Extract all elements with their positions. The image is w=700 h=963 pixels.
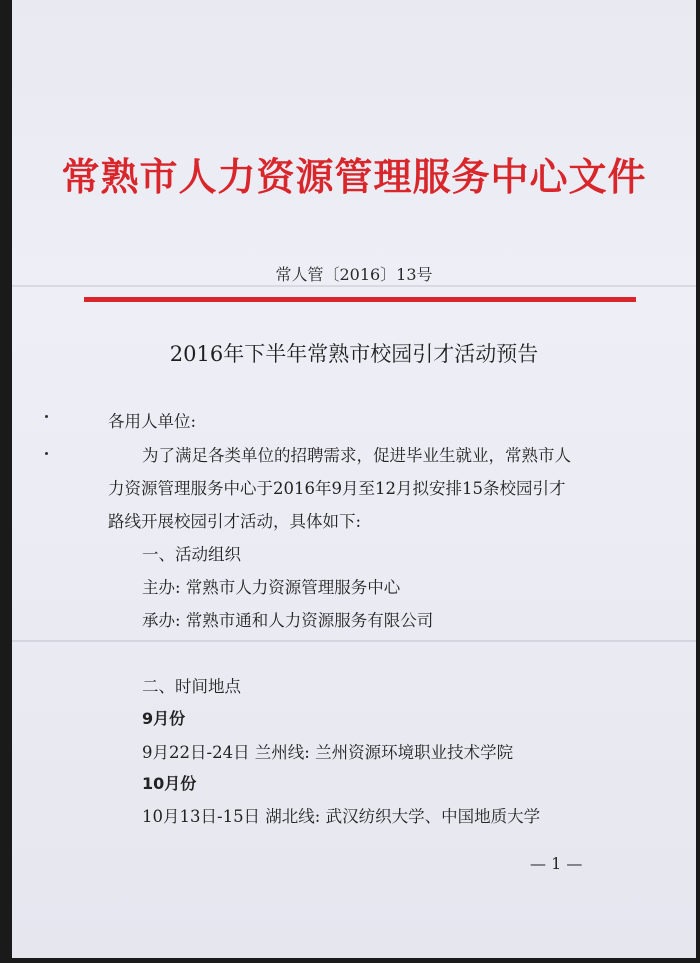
intro-line-2: 力资源管理服务中心于2016年9月至12月拟安排15条校园引才 — [108, 479, 566, 498]
paper-fold — [12, 640, 696, 642]
intro-line-1: 为了满足各类单位的招聘需求，促进毕业生就业，常熟市人 — [142, 446, 571, 465]
notice-title: 2016年下半年常熟市校园引才活动预告 — [169, 342, 539, 366]
scan-speck — [45, 415, 48, 418]
red-divider-line — [84, 297, 636, 302]
document-page — [12, 0, 696, 958]
org-header-title: 常熟市人力资源管理服务中心文件 — [61, 154, 647, 199]
scan-speck — [45, 452, 48, 455]
intro-line-3: 路线开展校园引才活动，具体如下: — [108, 512, 362, 531]
paper-fold — [12, 285, 696, 287]
page-number: — 1 — — [530, 854, 583, 873]
section-heading-organization: 一、活动组织 — [142, 545, 241, 564]
month-heading-september: 9月份 — [142, 709, 186, 728]
organizer-line: 承办: 常熟市通和人力资源服务有限公司 — [142, 611, 434, 630]
event-october: 10月13日-15日 湖北线: 武汉纺织大学、中国地质大学 — [142, 807, 541, 826]
document-number: 常人管〔2016〕13号 — [275, 265, 433, 284]
event-september: 9月22日-24日 兰州线: 兰州资源环境职业技术学院 — [142, 743, 514, 762]
host-line: 主办: 常熟市人力资源管理服务中心 — [142, 578, 401, 597]
month-heading-october: 10月份 — [142, 774, 197, 793]
salutation: 各用人单位: — [108, 412, 197, 431]
section-heading-time-place: 二、时间地点 — [142, 677, 241, 696]
